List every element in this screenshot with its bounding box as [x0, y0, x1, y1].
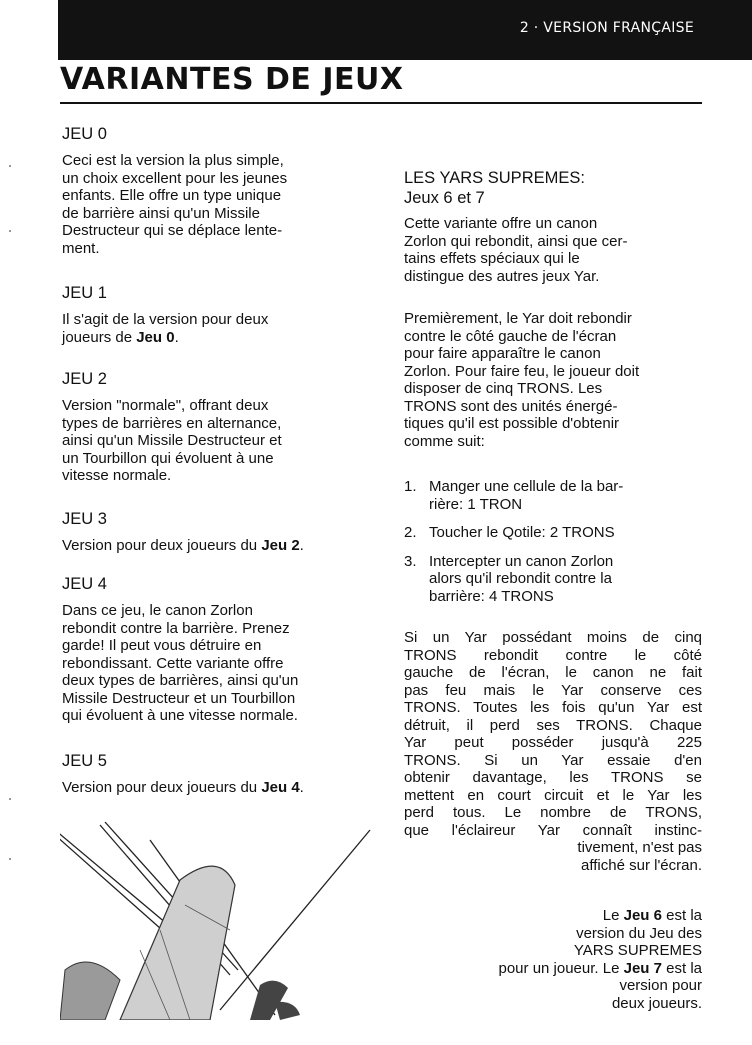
text-line: Dans ce jeu, le canon Zorlon: [62, 602, 253, 619]
text-line: vitesse normale.: [62, 467, 172, 484]
text-line: types de barrières en alternance,: [62, 414, 282, 432]
scan-mark: [9, 858, 11, 860]
supremes-intro: [404, 215, 627, 285]
text-line: barrière: 4 TRONS: [429, 587, 554, 605]
text-line: TRONS rebondit contre le côté: [404, 646, 702, 664]
text-line: alors qu'il rebondit contre la: [429, 570, 612, 587]
jeu4-heading: JEU 4: [62, 575, 107, 593]
text-line: de barrière ainsi qu'un Missile: [62, 204, 260, 222]
game-ref: Jeu 6: [623, 907, 662, 924]
section-label: 2 · VERSION FRANÇAISE: [519, 20, 694, 36]
list-item: [404, 553, 623, 606]
section-jeu3: [62, 509, 304, 555]
trons-list: [404, 478, 623, 605]
list-number: 1.: [404, 478, 417, 495]
section-jeu4: [62, 574, 298, 725]
text-line: Si un Yar possédant moins de cinq: [404, 629, 702, 646]
scan-mark: [9, 165, 11, 167]
game-ref: Jeu 2: [261, 537, 300, 554]
text-line: disposer de cinq TRONS. Les: [404, 380, 603, 397]
supremes-heading: LES YARS SUPREMES:: [404, 169, 585, 187]
supremes-para2: [404, 310, 639, 450]
text-line: garde! Il peut vous détruire en: [62, 637, 262, 654]
jeu2-heading: JEU 2: [62, 370, 107, 388]
text-line: Destructeur qui se déplace lente-: [62, 222, 283, 239]
header-bar: [58, 0, 752, 60]
jeu3-heading: JEU 3: [62, 510, 107, 528]
text-line: Manger une cellule de la bar-: [429, 478, 624, 495]
game-ref: Jeu 7: [623, 959, 662, 977]
missile-illustration: [60, 810, 390, 1020]
text-line: Il s'agit de la version pour deux: [62, 311, 269, 328]
jeu1-heading: JEU 1: [62, 284, 107, 302]
title-rule: [60, 102, 702, 104]
text-line: joueurs de Jeu 0.: [62, 328, 179, 346]
section-jeu0: [62, 124, 287, 257]
text-line: Zorlon. Pour faire feu, le joueur doit: [404, 362, 640, 380]
section-jeu5: [62, 751, 304, 797]
text-line: rebondit contre la barrière. Prenez: [62, 619, 290, 637]
page-title: VARIANTES DE JEUX: [60, 62, 404, 97]
list-number: 3.: [404, 552, 417, 570]
text-line: obtenir davantage, les TRONS se: [404, 769, 702, 786]
text-line: enfants. Elle offre un type unique: [62, 187, 282, 204]
text-line: tivement, n'est pas: [577, 839, 702, 856]
supremes-para3: [404, 629, 702, 874]
text-line: affiché sur l'écran.: [581, 856, 702, 874]
text-line: ment.: [62, 239, 100, 257]
text-line: TRONS. Toutes les fois qu'un Yar est: [404, 699, 702, 716]
text-line: tiques qu'il est possible d'obtenir: [404, 415, 620, 432]
text-line: contre le côté gauche de l'écran: [404, 327, 617, 345]
text-line: distingue des autres jeux Yar.: [404, 267, 600, 285]
text-line: que l'éclaireur Yar connaît instinc-: [404, 821, 702, 839]
text-line: un choix excellent pour les jeunes: [62, 169, 288, 187]
text-line: Le Jeu 6 est la: [602, 907, 702, 924]
text-line: Version pour deux joueurs du Jeu 4.: [62, 779, 304, 796]
text-line: ainsi qu'un Missile Destructeur et: [62, 432, 282, 449]
list-item: [404, 478, 623, 513]
text-line: un Tourbillon qui évoluent à une: [62, 449, 274, 467]
text-line: Version pour deux joueurs du Jeu 2.: [62, 537, 304, 554]
text-line: YARS SUPREMES: [573, 942, 702, 959]
text-line: Yar peut posséder jusqu'à 225: [404, 734, 702, 751]
text-line: Zorlon qui rebondit, ainsi que cer-: [404, 232, 628, 250]
text-line: Ceci est la version la plus simple,: [62, 152, 284, 169]
jeu0-heading: JEU 0: [62, 125, 107, 143]
text-line: TRONS sont des unités énergé-: [404, 397, 618, 415]
text-line: rière: 1 TRON: [429, 495, 523, 513]
text-line: Toucher le Qotile: 2 TRONS: [429, 524, 615, 541]
jeu5-heading: JEU 5: [62, 752, 107, 770]
text-line: qui évoluent à une vitesse normale.: [62, 707, 298, 724]
text-line: Version "normale", offrant deux: [62, 397, 269, 414]
text-line: comme suit:: [404, 432, 485, 450]
text-line: perd tous. Le nombre de TRONS,: [404, 804, 702, 821]
text-line: Premièrement, le Yar doit rebondir: [404, 310, 632, 327]
text-line: Intercepter un canon Zorlon: [429, 552, 614, 570]
text-line: Missile Destructeur et un Tourbillon: [62, 689, 296, 707]
text-line: pour un joueur. Le Jeu 7 est la: [498, 959, 702, 977]
text-line: TRONS. Si un Yar essaie d'en: [404, 751, 702, 769]
text-line: deux types de barrières, ainsi qu'un: [62, 672, 299, 689]
supremes-subheading: Jeux 6 et 7: [404, 189, 485, 207]
text-line: pour faire apparaître le canon: [404, 345, 601, 362]
text-line: version pour: [619, 977, 702, 994]
section-yars-supremes: [404, 168, 585, 208]
text-line: deux joueurs.: [611, 994, 702, 1012]
scan-mark: [9, 798, 11, 800]
text-line: tains effets spéciaux qui le: [404, 250, 580, 267]
section-jeu1: [62, 283, 268, 346]
game-ref: Jeu 0: [136, 328, 175, 346]
text-line: pas feu mais le Yar conserve ces: [404, 681, 702, 699]
list-number: 2.: [404, 524, 417, 541]
text-line: Cette variante offre un canon: [404, 215, 598, 232]
supremes-closing: [404, 907, 702, 1012]
text-line: gauche de l'écran, le canon ne fait: [404, 664, 702, 681]
scan-mark: [9, 230, 11, 232]
text-line: version du Jeu des: [576, 924, 702, 942]
game-ref: Jeu 4: [261, 779, 300, 796]
list-item: [404, 524, 623, 542]
text-line: rebondissant. Cette variante offre: [62, 654, 284, 672]
text-line: détruit, il perd ses TRONS. Chaque: [404, 716, 702, 734]
section-jeu2: [62, 369, 282, 485]
text-line: mettent en court circuit et le Yar les: [404, 786, 702, 804]
